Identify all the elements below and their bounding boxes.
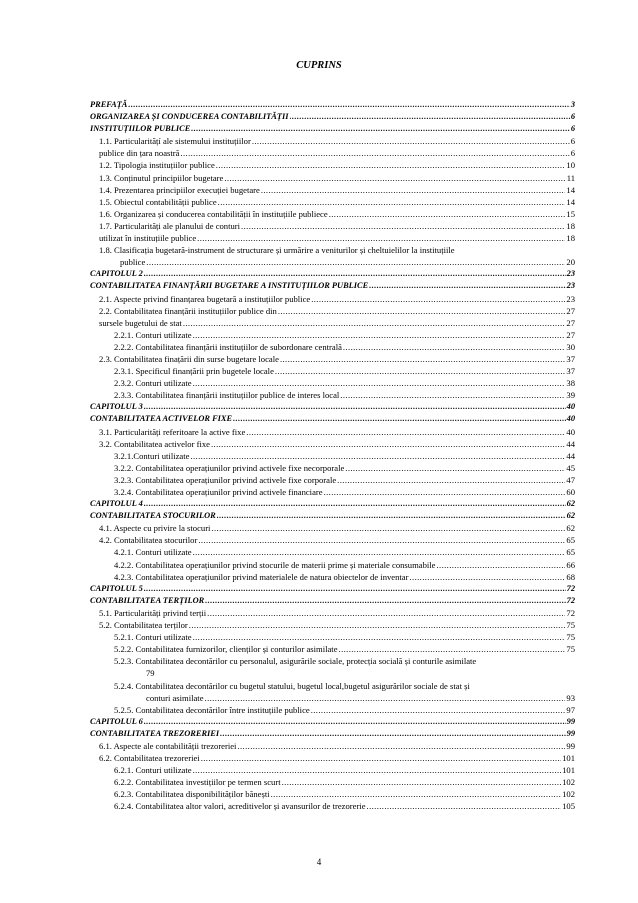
toc-entry-title: 2.3.2. Conturi utilizate (114, 378, 192, 389)
toc-entry-page: 75 (566, 644, 575, 655)
toc-leader-dots (205, 692, 566, 704)
toc-entry (90, 341, 575, 353)
toc-entry-page: 40 (566, 426, 575, 437)
toc-leader-dots (144, 583, 566, 595)
toc-entry (90, 595, 575, 607)
toc-entry (90, 147, 575, 159)
toc-entry-title: 1.7. Particularități ale planului de conturi (99, 220, 241, 231)
toc-entry-page: 62 (566, 511, 575, 521)
toc-entry-title: ORGANIZAREA ȘI CONDUCEREA CONTABILITĂȚII (90, 112, 289, 122)
toc-entry-page: 20 (566, 257, 575, 268)
toc-entry-title: 2.3.3. Contabilitatea finanțării instituțiilor publice de interes local (114, 390, 340, 401)
toc-entry-title: 5.2.2. Contabilitatea furnizorilor, clienților și conturilor asimilate (114, 644, 338, 655)
toc-leader-dots (337, 474, 565, 486)
toc-entry (90, 268, 575, 280)
toc-leader-dots (246, 426, 565, 438)
toc-entry (90, 365, 575, 377)
toc-entry (90, 752, 575, 764)
toc-entry-title: 5.2. Contabilitatea terților (99, 620, 188, 631)
toc-entry-title: publice (120, 257, 146, 268)
toc-entry-title: CONTABILITATEA ACTIVELOR FIXE (90, 414, 233, 424)
toc-entry-title: 4.2.1. Conturi utilizate (114, 547, 192, 558)
toc-entry-page: 27 (566, 329, 575, 340)
toc-entry-page: 62 (566, 523, 575, 534)
toc-entry (90, 111, 575, 123)
toc-entry (90, 728, 575, 740)
toc-entry (90, 438, 575, 450)
toc-entry (90, 800, 575, 812)
toc-entry (90, 450, 575, 462)
toc-entry-title: 6.2.2. Contabilitatea investițiilor pe termen scurt (114, 777, 281, 788)
toc-entry-title: 1.4. Prezentarea principiilor execuției bugetare (99, 184, 260, 195)
toc-entry-page: 101 (562, 753, 575, 764)
toc-entry-title: PREFAȚĂ (90, 100, 128, 109)
toc-leader-dots (282, 776, 562, 788)
toc-entry (90, 232, 575, 244)
toc-leader-dots (191, 123, 570, 135)
toc-entry (90, 293, 575, 305)
toc-entry (90, 522, 575, 534)
toc-leader-dots (193, 546, 566, 558)
toc-entry (90, 401, 575, 413)
toc-leader-dots (367, 800, 562, 812)
toc-entry-title: 2.2.1. Conturi utilizate (114, 329, 192, 340)
toc-entry (90, 498, 575, 510)
toc-entry (90, 546, 575, 558)
toc-entry-title: 2.3. Contabilitatea finațării din surse bugetare locale (99, 353, 279, 364)
toc-entry-page: 66 (566, 559, 575, 570)
toc-entry-title: 79 (146, 668, 155, 679)
toc-entry (90, 462, 575, 474)
toc-entry-title: 5.2.4. Contabilitatea decontărilor cu bugetul statului, bugetul local,bugetul asigurărilor sociale de stat și (114, 680, 470, 691)
toc-entry (90, 764, 575, 776)
toc-entry (90, 256, 575, 268)
toc-entry-page: 99 (566, 740, 575, 751)
toc-leader-dots (211, 522, 565, 534)
toc-entry (90, 776, 575, 788)
page-title: CUPRINS (296, 60, 342, 71)
toc-leader-dots (369, 280, 565, 292)
toc-leader-dots (252, 135, 570, 147)
toc-entry (90, 159, 575, 171)
toc-entry-title: 2.2. Contabilitatea finanțării instituțiilor publice din (99, 305, 277, 316)
toc-leader-dots (220, 728, 565, 740)
toc-entry (90, 377, 575, 389)
toc-entry-title: 4.2.3. Contabilitatea operațiunilor privind materialele de natura obiectelor de inventar (114, 571, 409, 582)
toc-entry-title: 4.2.2. Contabilitatea operațiunilor privind stocurile de materii prime și materiale consumabile (114, 559, 436, 570)
toc-entry-page: 14 (566, 184, 575, 195)
toc-entry-page: 40 (566, 414, 575, 424)
toc-entry-page: 93 (566, 692, 575, 703)
toc-entry-title: 4.2. Contabilitatea stocurilor (99, 535, 198, 546)
toc-leader-dots (205, 595, 565, 607)
toc-entry-page: 6 (570, 124, 575, 134)
toc-entry-title: 3.2.3. Contabilitatea operațiunilor privind activele fixe corporale (114, 474, 337, 485)
toc-entry-page: 39 (566, 390, 575, 401)
toc-entry-title: CONTABILITATEA TREZORERIEI (90, 728, 220, 738)
toc-leader-dots (278, 305, 566, 317)
toc-entry-page: 3 (570, 100, 575, 109)
toc-entry (90, 607, 575, 619)
toc-leader-dots (197, 232, 565, 244)
toc-entry-title: 2.3.1. Specificul finanțării prin bugetele locale (114, 366, 274, 377)
toc-entry-page: 30 (566, 341, 575, 352)
toc-entry-title: 3.2.1.Conturi utilizate (114, 450, 190, 461)
toc-entry-page: 101 (562, 765, 575, 776)
toc-entry-title: sursele bugetului de stat (99, 317, 182, 328)
toc-leader-dots (329, 208, 566, 220)
toc-entry-title: 5.2.5. Contabilitatea decontărilor între instituțiile publice (114, 704, 310, 715)
toc-entry-page: 72 (566, 595, 575, 605)
toc-leader-dots (216, 159, 566, 171)
toc-leader-dots (180, 147, 569, 159)
toc-entry (90, 353, 575, 365)
toc-entry-title: CONTABILITATEA FINANȚĂRII BUGETARE A INSTITUȚIILOR PUBLICE (90, 281, 369, 291)
toc-entry-page: 27 (566, 317, 575, 328)
toc-entry-title: 6.2.1. Conturi utilizate (114, 765, 192, 776)
toc-leader-dots (409, 571, 565, 583)
toc-leader-dots (224, 172, 565, 184)
toc-entry-page: 27 (566, 305, 575, 316)
toc-leader-dots (183, 317, 566, 329)
toc-entry-page: 65 (566, 547, 575, 558)
toc-entry (90, 99, 575, 111)
toc-entry (90, 667, 575, 679)
toc-entry-page: 102 (562, 777, 575, 788)
toc-entry-title: 1.2. Tipologia instituțiilor publice (99, 160, 215, 171)
toc-entry (90, 643, 575, 655)
toc-entry-title: CAPITOLUL 3 (90, 402, 143, 412)
toc-leader-dots (217, 510, 566, 522)
toc-entry-page: 37 (566, 353, 575, 364)
toc-entry (90, 619, 575, 631)
toc-entry-page: 6 (570, 148, 575, 159)
toc-entry-title: 3.1. Particularități referitoare la active fixe (99, 426, 246, 437)
toc-leader-dots (436, 559, 565, 571)
toc-entry-title: 1.3. Conținutul principiilor bugetare (99, 172, 224, 183)
toc-entry (90, 474, 575, 486)
toc-leader-dots (290, 111, 570, 123)
toc-entry-page: 99 (566, 728, 575, 738)
toc-entry (90, 244, 575, 256)
toc-entry-page: 62 (566, 499, 575, 509)
toc-entry-title: 1.5. Obiectul contabilității publice (99, 196, 217, 207)
toc-entry-page: 75 (566, 620, 575, 631)
toc-entry (90, 184, 575, 196)
toc-leader-dots (207, 607, 565, 619)
toc-entry (90, 172, 575, 184)
toc-entry-title: publice din țara noastră (99, 148, 180, 159)
toc-entry-page: 6 (570, 112, 575, 122)
toc-leader-dots (339, 643, 566, 655)
toc-leader-dots (237, 740, 565, 752)
toc-entry-title: 1.1. Particularitățí ale sistemului instituțiilor (99, 136, 251, 147)
toc-entry-title: 1.6. Organizarea și conducerea contabilității în instituțiile publiece (99, 208, 328, 219)
toc-entry-title: 6.2.3. Contabilitatea disponibilităților bănești (114, 789, 270, 800)
toc-leader-dots (241, 220, 565, 232)
toc-leader-dots (193, 764, 562, 776)
toc-leader-dots (146, 256, 565, 268)
toc-entry-title: CONTABILITATEA TERȚILOR (90, 595, 205, 605)
toc-entry (90, 486, 575, 498)
toc-entry-page: 105 (562, 801, 575, 812)
toc-entry (90, 571, 575, 583)
toc-leader-dots (189, 619, 566, 631)
toc-leader-dots (275, 365, 566, 377)
toc-entry (90, 716, 575, 728)
toc-entry (90, 426, 575, 438)
toc-leader-dots (218, 196, 566, 208)
toc-entry-page: 38 (566, 378, 575, 389)
toc-entry-title: CAPITOLUL 2 (90, 269, 143, 279)
toc-leader-dots (261, 184, 566, 196)
toc-entry (90, 740, 575, 752)
toc-entry-page: 72 (566, 583, 575, 593)
toc-entry (90, 510, 575, 522)
toc-entry-page: 40 (566, 402, 575, 412)
toc-leader-dots (201, 752, 561, 764)
toc-leader-dots (233, 413, 566, 425)
toc-entry (90, 631, 575, 643)
toc-entry (90, 135, 575, 147)
toc-entry-title: conturi asimilate (146, 692, 204, 703)
toc-entry-title: 3.2.4. Contabilitatea operațiunilor privind activele financiare (114, 487, 323, 497)
toc-leader-dots (343, 341, 565, 353)
toc-entry (90, 123, 575, 135)
toc-entry (90, 280, 575, 292)
toc-entry-title: 5.1. Particularități privind terții (99, 607, 207, 618)
toc-leader-dots (144, 401, 566, 413)
toc-entry (90, 220, 575, 232)
toc-entry-page: 15 (566, 208, 575, 219)
toc-entry (90, 788, 575, 800)
toc-entry (90, 704, 575, 716)
toc-entry-page: 60 (566, 487, 575, 497)
toc-leader-dots (271, 788, 561, 800)
toc-entry (90, 559, 575, 571)
table-of-contents (90, 99, 575, 813)
toc-entry (90, 692, 575, 704)
toc-entry (90, 208, 575, 220)
page-number: 4 (316, 857, 322, 867)
toc-leader-dots (128, 99, 569, 111)
toc-entry (90, 305, 575, 317)
toc-entry-title: 3.2. Contabilitatea activelor fixe (99, 438, 210, 449)
toc-entry-title: 6.2. Contabilitatea trezoreriei (99, 753, 200, 764)
toc-entry-page: 23 (566, 293, 575, 304)
toc-entry-page: 45 (566, 462, 575, 473)
toc-entry-page: 14 (566, 196, 575, 207)
toc-entry-page: 6 (570, 136, 575, 147)
toc-entry (90, 534, 575, 546)
toc-leader-dots (144, 498, 566, 510)
toc-entry-title: utilizat în instituțiile publice (99, 233, 197, 244)
toc-entry-page: 23 (566, 281, 575, 291)
toc-entry (90, 583, 575, 595)
toc-entry-page: 10 (566, 160, 575, 171)
toc-leader-dots (193, 631, 566, 643)
toc-entry (90, 329, 575, 341)
toc-entry-page: 102 (562, 789, 575, 800)
toc-entry-title: INSTITUȚIILOR PUBLICE (90, 124, 191, 134)
toc-leader-dots (324, 486, 566, 498)
toc-entry (90, 317, 575, 329)
toc-entry-title: 1.8. Clasificația bugetară-instrument de structurare și urmărire a veniturilor și cheltuielilor la instituțiile (99, 245, 455, 256)
toc-leader-dots (190, 450, 565, 462)
toc-entry (90, 680, 575, 692)
toc-leader-dots (193, 329, 566, 341)
toc-entry-title: 3.2.2. Contabilitatea operațiunilor privind activele fixe necorporale (114, 462, 345, 473)
toc-entry-title: 5.2.1. Conturi utilizate (114, 632, 192, 643)
toc-entry-page: 18 (566, 220, 575, 231)
toc-entry-page: 97 (566, 704, 575, 715)
toc-entry-title: CONTABILITATEA STOCURILOR (90, 511, 216, 521)
toc-entry-page: 44 (566, 438, 575, 449)
toc-entry-page: 72 (566, 607, 575, 618)
toc-entry-title: 4.1. Aspecte cu privire la stocuri (99, 523, 211, 534)
toc-entry-page: 75 (566, 632, 575, 643)
toc-entry-title: 6.1. Aspecte ale contabilității trezoreriei (99, 740, 237, 751)
toc-leader-dots (211, 438, 565, 450)
toc-entry-title: CAPITOLUL 4 (90, 499, 143, 509)
toc-leader-dots (280, 353, 565, 365)
toc-entry-title: 2.1. Aspecte privind finanțarea bugetară a instituțiilor publice (99, 293, 311, 304)
toc-entry-page: 18 (566, 233, 575, 244)
toc-leader-dots (340, 389, 565, 401)
toc-entry-page: 44 (566, 450, 575, 461)
toc-entry-title: 6.2.4. Contabilitatea altor valori, acreditivelor și avansurilor de trezorerie (114, 801, 366, 812)
toc-entry-page: 47 (566, 474, 575, 485)
toc-entry-page: 11 (566, 172, 575, 183)
toc-leader-dots (144, 716, 566, 728)
toc-entry-title: CAPITOLUL 6 (90, 716, 143, 726)
toc-leader-dots (345, 462, 565, 474)
toc-entry (90, 413, 575, 425)
toc-entry-page: 99 (566, 716, 575, 726)
toc-entry-page: 37 (566, 366, 575, 377)
toc-entry-page: 23 (566, 269, 575, 279)
toc-leader-dots (311, 293, 565, 305)
toc-entry (90, 389, 575, 401)
toc-leader-dots (193, 377, 566, 389)
toc-entry-title: 2.2.2. Contabilitatea finanțării instituțiilor de subordonare centrală (114, 341, 342, 352)
toc-entry-page: 68 (566, 571, 575, 582)
toc-entry (90, 655, 575, 667)
toc-entry-page: 65 (566, 535, 575, 546)
toc-entry-title: 5.2.3. Contabilitatea decontărilor cu personalul, asigurările sociale, protecția socială și conturile asimilate (114, 656, 477, 667)
toc-leader-dots (144, 268, 566, 280)
toc-entry (90, 196, 575, 208)
toc-leader-dots (311, 704, 566, 716)
toc-leader-dots (198, 534, 565, 546)
toc-entry-title: CAPITOLUL 5 (90, 583, 143, 593)
